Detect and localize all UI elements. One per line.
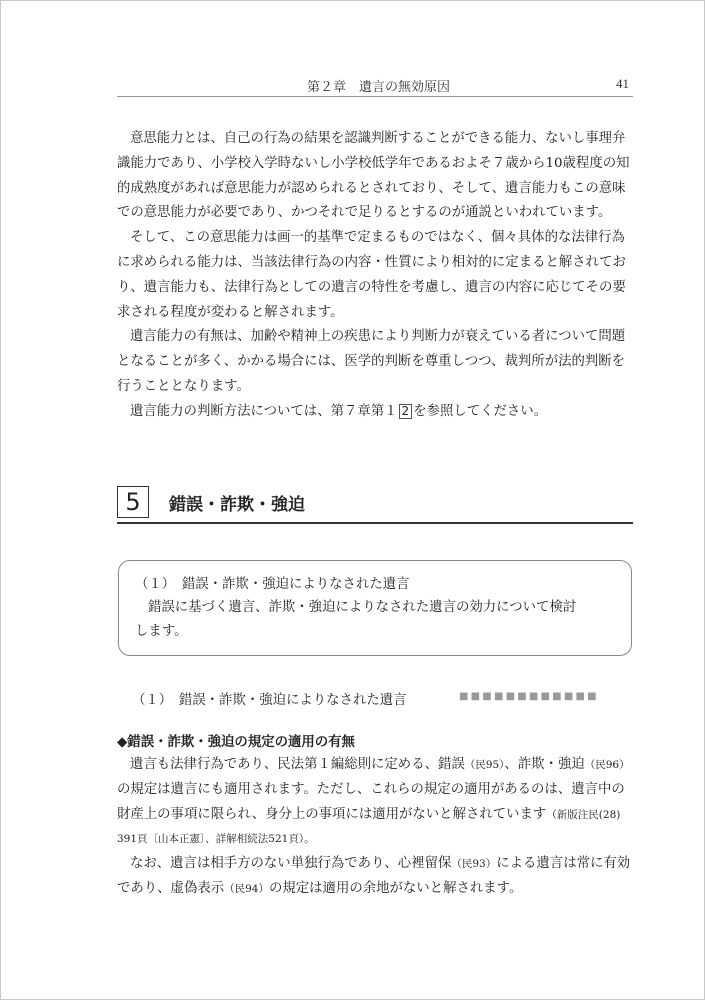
text-line: 識能力であり、小学校入学時ないし小学校低学年であるおよそ７歳から10歳程度の知: [117, 155, 630, 171]
section-number: 5: [117, 486, 149, 518]
text-line: での意思能力が必要であり、かつそれで足りるとするのが通説といわれています。: [117, 205, 612, 221]
citation: （民96）: [584, 759, 630, 771]
citation: （民93）: [451, 858, 497, 871]
citation: （新版注民(28): [546, 808, 621, 821]
text-line: [117, 803, 635, 828]
text-line: [117, 852, 635, 877]
reference-text: を参照してください。: [413, 403, 548, 419]
text-line: 遺言能力の有無は、加齢や精神上の疾患により判断力が衰えている者について問題: [130, 329, 626, 345]
text-line: [117, 400, 635, 425]
text-span: 、詐欺・強迫: [504, 757, 585, 772]
subsection-heading: （１） 錯誤・詐欺・強迫によりなされた遺言: [132, 693, 407, 708]
running-header: [117, 76, 633, 97]
paragraph-applicability: [117, 753, 635, 902]
text-line: に求められる能力は、当該法律行為の内容・性質により相対的に定まると解されてお: [117, 254, 626, 270]
text-span: であり、虚偽表示: [117, 880, 225, 896]
section-title: 錯誤・詐欺・強迫: [169, 495, 305, 515]
text-span: なお、遺言は相手方のない単独行為であり、心裡留保: [130, 856, 452, 872]
text-span: の規定は適用の余地がないと解されます。: [269, 880, 523, 896]
summary-text: [135, 596, 625, 644]
text-span: による遺言は常に有効: [496, 856, 631, 872]
text-line: します。: [135, 624, 188, 639]
page-number: 41: [616, 76, 629, 91]
text-line: り、遺言能力も、法律行為としての遺言の特性を考慮し、遺言の内容に応じてその要: [117, 279, 626, 295]
text-span: 遺言も法律行為であり、民法第１編総則に定める、錯誤: [130, 757, 465, 772]
decorative-squares: ■■■■■■■■■■■■: [459, 691, 599, 702]
text-line: 行うこととなります。: [117, 378, 250, 394]
text-line: 意思能力とは、自己の行為の結果を認識判断することができる能力、ないし事理弁: [130, 131, 626, 146]
citation-line: 391頁〔山本正憲〕、詳解相続法521頁）。: [117, 833, 315, 846]
reference-text: 遺言能力の判断方法については、第７章第１: [130, 403, 398, 419]
text-line: そして、この意思能力は画一的基準で定まるものではなく、個々具体的な法律行為: [130, 230, 625, 246]
text-line: となることが多く、かかる場合には、医学的判断を尊重しつつ、裁判所が法的判断を: [117, 354, 626, 370]
text-line: 錯誤に基づく遺言、詐欺・強迫によりなされた遺言の効力について検討: [148, 600, 577, 615]
text-line: の規定は遺言にも適用されます。ただし、これらの規定の適用があるのは、遺言中の: [117, 781, 625, 797]
chapter-title: 第２章 遺言の無効原因: [307, 80, 451, 95]
text-line: [117, 753, 635, 778]
citation: （民94）: [224, 882, 269, 895]
text-line: 求される程度が変わると解されます。: [117, 304, 344, 320]
text-span: 財産上の事項に限られ、身分上の事項には適用がないと解されています: [117, 806, 547, 822]
citation: （民95）: [464, 759, 505, 771]
text-line: [117, 877, 635, 902]
section-heading: [117, 486, 633, 524]
text-line: 的成熟度があれば意思能力が認められるとされており、そして、遺言能力もこの意味: [117, 180, 626, 196]
summary-title: （１） 錯誤・詐欺・強迫によりなされた遺言: [135, 577, 410, 592]
boxed-reference-number: 2: [399, 404, 413, 419]
summary-box: [118, 560, 632, 656]
bullet-heading: ◆錯誤・詐欺・強迫の規定の適用の有無: [117, 735, 355, 750]
paragraph-mental-capacity: [117, 127, 635, 425]
